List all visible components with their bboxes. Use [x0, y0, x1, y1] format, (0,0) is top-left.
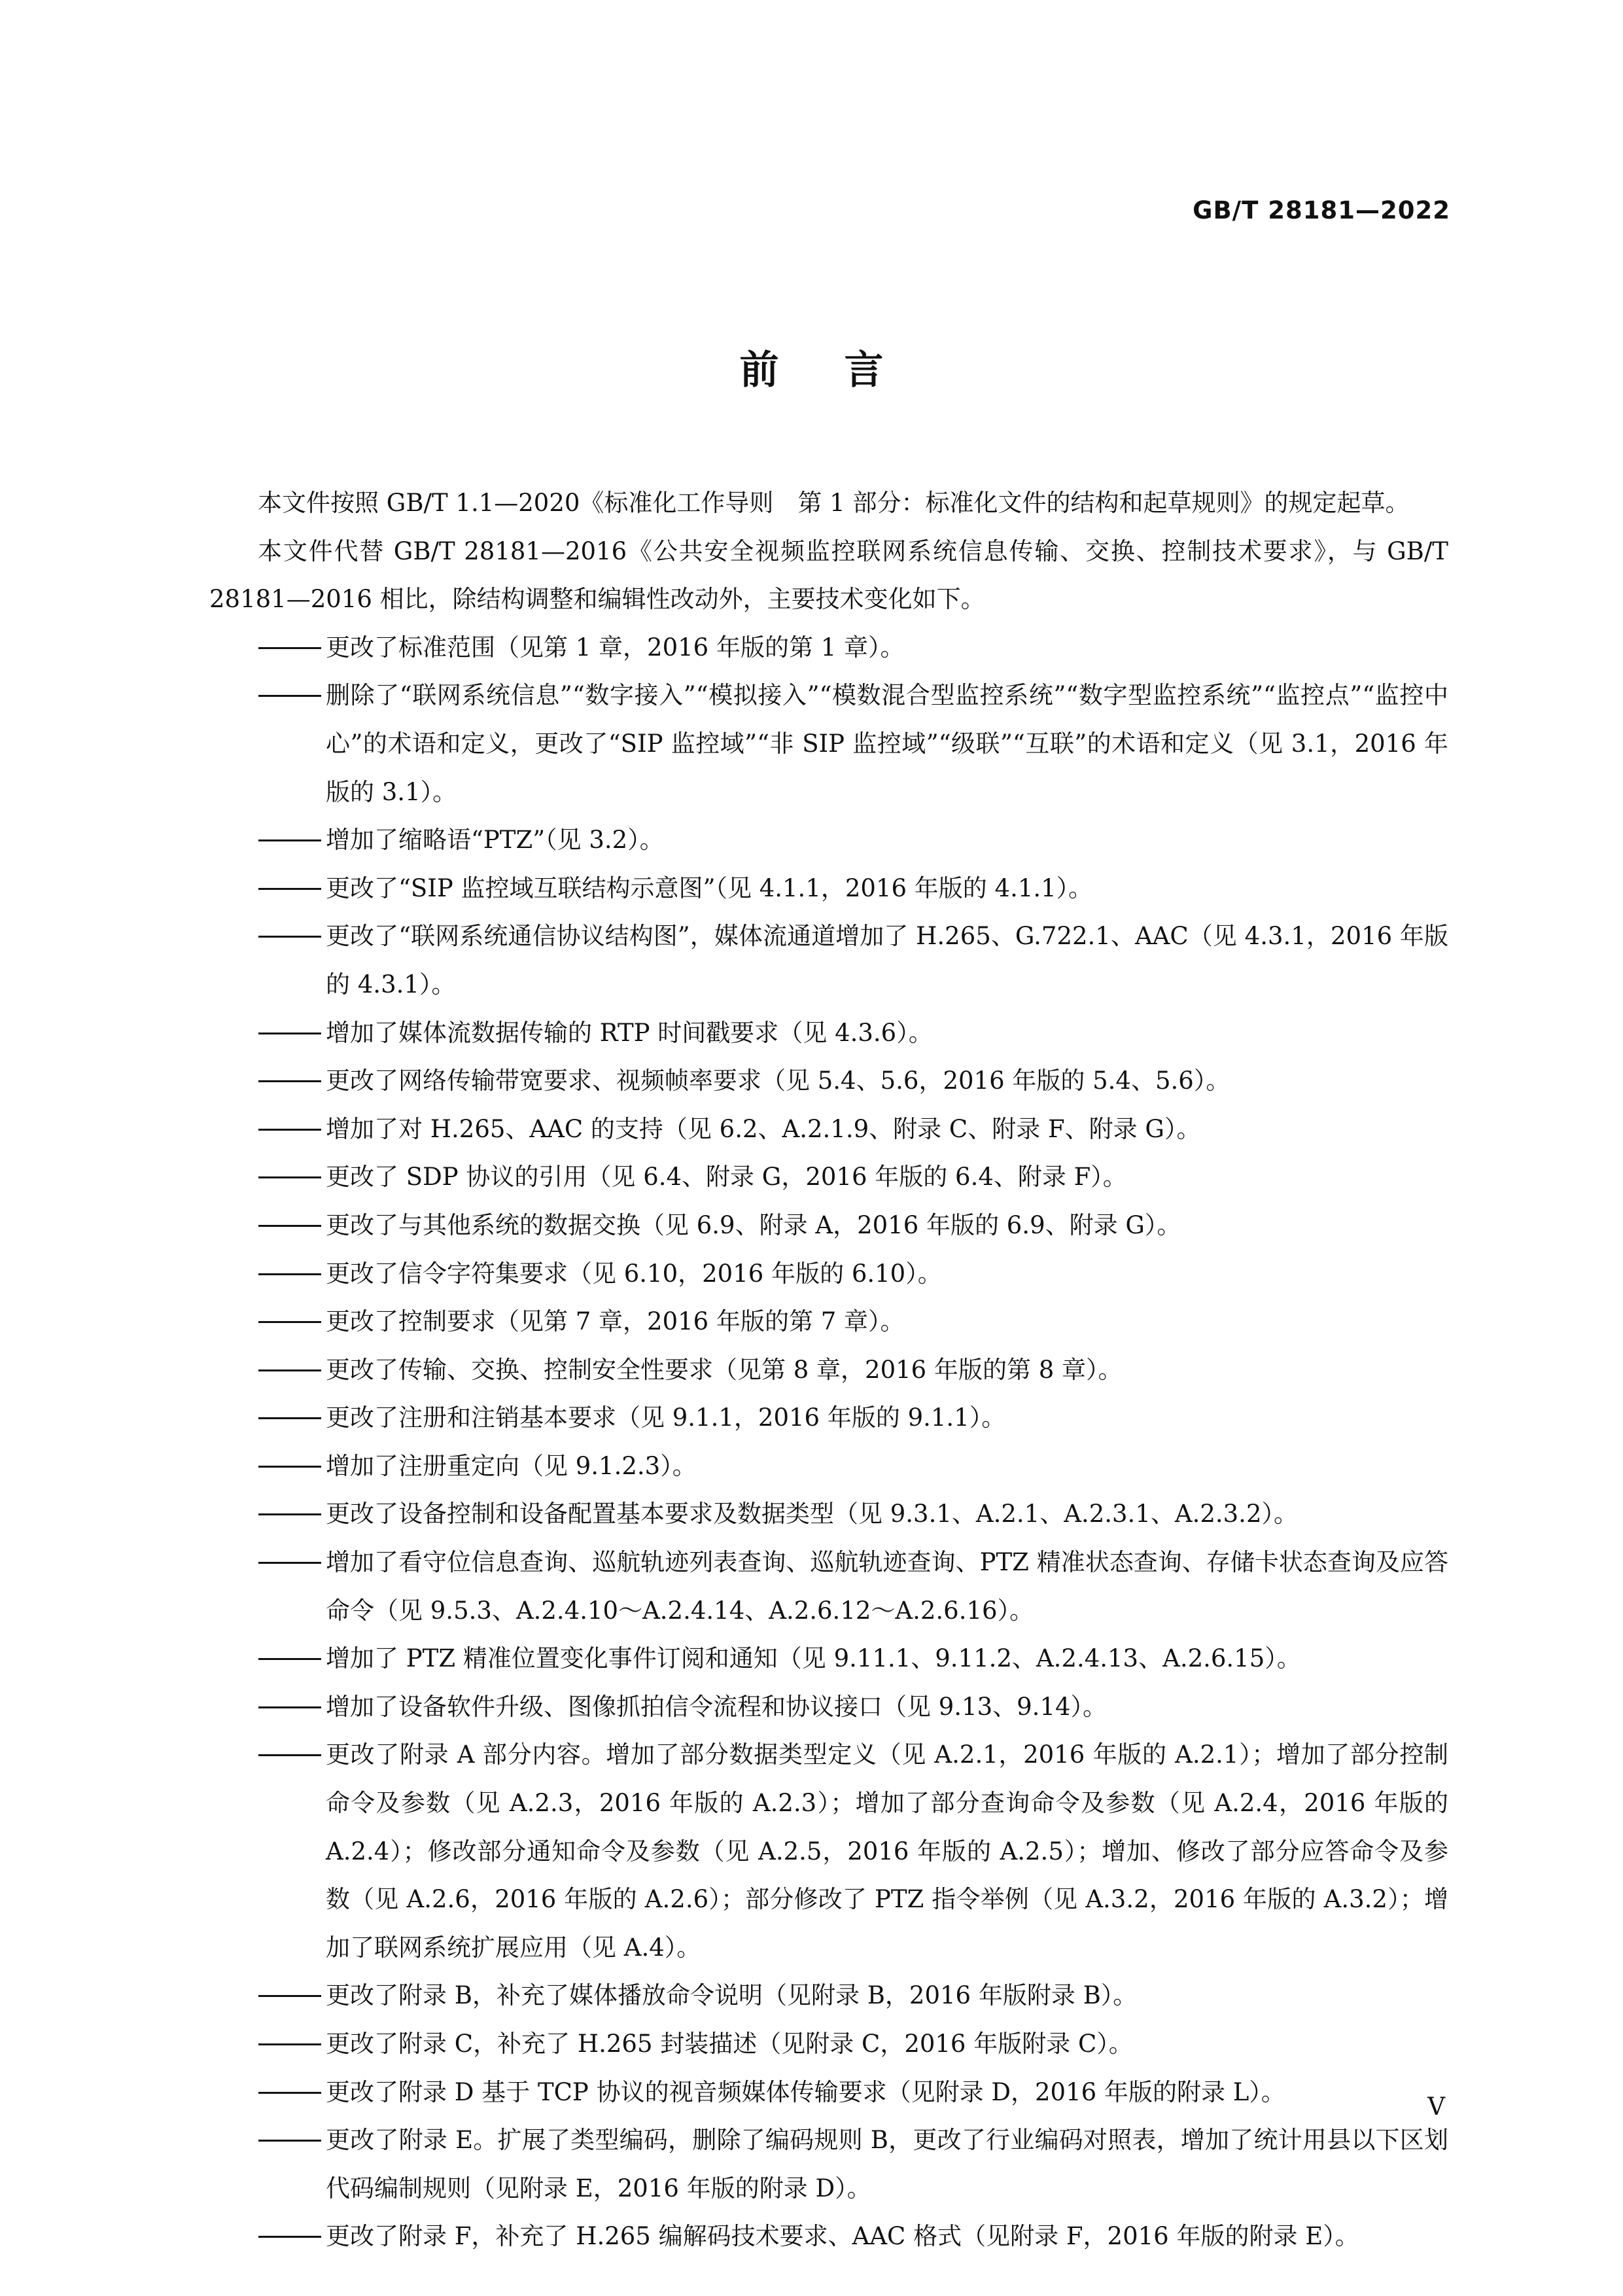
- change-item: [209, 1634, 1448, 1683]
- change-item-text: 更改了与其他系统的数据交换（见 6.9、附录 A，2016 年版的 6.9、附录 G）。: [326, 1210, 1181, 1239]
- change-item-text: 更改了控制要求（见第 7 章，2016 年版的第 7 章）。: [326, 1307, 905, 1336]
- change-item: [209, 2068, 1448, 2117]
- em-dash-marker: [258, 1273, 321, 1275]
- intro-paragraph: 本文件按照 GB/T 1.1—2020《标准化工作导则 第 1 部分：标准化文件的结构和起草规则》的规定起草。: [258, 489, 1410, 517]
- change-item-text: 更改了设备控制和设备配置基本要求及数据类型（见 9.3.1、A.2.1、A.2.3.1、A.2.3.2）。: [326, 1500, 1298, 1528]
- change-item-text: 更改了附录 A 部分内容。增加了部分数据类型定义（见 A.2.1，2016 年版的 A.2.1）；增加了部分控制命令及参数（见 A.2.3，2016 年版的 A.2.3）；增加了部分查询命令及参数（见 A.2.4，2016 年版的 A.2.4）；修改部分通知命令及参数（见 A.2.5，2016 年版的 A.2.5）；增加、修改了部分应答命令及参数（见 A.2.6，2016 年版的 A.2.6）；部分修改了 PTZ 指令举例（见 A.3.2，2016 年版的 A.3.2）；增加了联网系统扩展应用（见 A.4）。: [326, 1740, 1448, 1962]
- change-item-text: 更改了标准范围（见第 1 章，2016 年版的第 1 章）。: [326, 633, 905, 662]
- em-dash-marker: [258, 1417, 321, 1419]
- change-item-text: 更改了 SDP 协议的引用（见 6.4、附录 G，2016 年版的 6.4、附录 F）。: [326, 1163, 1127, 1192]
- change-item: [209, 1298, 1448, 1346]
- change-item: [209, 1490, 1448, 1538]
- em-dash-marker: [258, 1754, 321, 1756]
- change-item: [209, 1346, 1448, 1394]
- em-dash-marker: [258, 1033, 321, 1034]
- em-dash-marker: [258, 1225, 321, 1227]
- change-item: [209, 1057, 1448, 1105]
- foreword-body: [209, 479, 1448, 2261]
- change-item-text: 增加了注册重定向（见 9.1.2.3）。: [326, 1451, 697, 1480]
- change-item-text: 增加了看守位信息查询、巡航轨迹列表查询、巡航轨迹查询、PTZ 精准状态查询、存储卡状态查询及应答命令（见 9.5.3、A.2.4.10～A.2.4.14、A.2.6.12～A.2.6.16）。: [326, 1548, 1448, 1625]
- change-item: [209, 1683, 1448, 1731]
- change-item-text: 更改了网络传输带宽要求、视频帧率要求（见 5.4、5.6，2016 年版的 5.4、5.6）。: [326, 1067, 1230, 1095]
- title-char-1: 前: [739, 347, 779, 393]
- change-item: [209, 1250, 1448, 1298]
- change-item-text: 更改了附录 B，补充了媒体播放命令说明（见附录 B，2016 年版附录 B）。: [326, 1981, 1138, 2010]
- change-item-text: 增加了 PTZ 精准位置变化事件订阅和通知（见 9.11.1、9.11.2、A.2.4.13、A.2.6.15）。: [326, 1644, 1301, 1673]
- em-dash-marker: [258, 1080, 321, 1082]
- change-item: [209, 1153, 1448, 1201]
- page-number: V: [1427, 2093, 1445, 2121]
- em-dash-marker: [258, 2043, 321, 2045]
- em-dash-marker: [258, 1176, 321, 1178]
- em-dash-marker: [258, 936, 321, 938]
- title-char-2: 言: [844, 347, 884, 393]
- em-dash-marker: [258, 1513, 321, 1515]
- change-item: [209, 1009, 1448, 1057]
- change-item-text: 增加了缩略语“PTZ”（见 3.2）。: [326, 826, 664, 855]
- em-dash-marker: [258, 2236, 321, 2238]
- change-item: [209, 2116, 1448, 2212]
- change-item: [209, 671, 1448, 816]
- change-item: [209, 864, 1448, 913]
- change-item: [209, 2020, 1448, 2068]
- change-item-text: 删除了“联网系统信息”“数字接入”“模拟接入”“模数混合型监控系统”“数字型监控系统”“监控点”“监控中心”的术语和定义，更改了“SIP 监控域”“非 SIP 监控域”“级联”“互联”的术语和定义（见 3.1，2016 年版的 3.1）。: [326, 681, 1448, 806]
- change-item-text: 更改了信令字符集要求（见 6.10，2016 年版的 6.10）。: [326, 1259, 942, 1288]
- em-dash-marker: [258, 888, 321, 890]
- intro-paragraph: 本文件代替 GB/T 28181—2016《公共安全视频监控联网系统信息传输、交换、控制技术要求》，与 GB/T 28181—2016 相比，除结构调整和编辑性改动外，主要技术变化如下。: [209, 537, 1448, 614]
- change-item-text: 增加了媒体流数据传输的 RTP 时间戳要求（见 4.3.6）。: [326, 1018, 933, 1047]
- standard-code: GB/T 28181—2022: [1193, 196, 1450, 224]
- change-item-text: 更改了“SIP 监控域互联结构示意图”（见 4.1.1，2016 年版的 4.1.1）。: [326, 874, 1093, 902]
- em-dash-marker: [258, 647, 321, 649]
- change-item: [209, 816, 1448, 864]
- em-dash-marker: [258, 1321, 321, 1323]
- change-item-text: 更改了附录 D 基于 TCP 协议的视音频媒体传输要求（见附录 D，2016 年版的附录 L）。: [326, 2077, 1285, 2106]
- change-item-text: 更改了附录 C，补充了 H.265 封装描述（见附录 C，2016 年版附录 C）。: [326, 2030, 1133, 2058]
- change-item-text: 更改了传输、交换、控制安全性要求（见第 8 章，2016 年版的第 8 章）。: [326, 1355, 1123, 1384]
- em-dash-marker: [258, 1129, 321, 1131]
- change-item-text: 更改了“联网系统通信协议结构图”，媒体流通道增加了 H.265、G.722.1、AAC（见 4.3.1，2016 年版的 4.3.1）。: [326, 922, 1448, 998]
- page-title: [0, 339, 1623, 395]
- change-item-text: 更改了注册和注销基本要求（见 9.1.1，2016 年版的 9.1.1）。: [326, 1404, 1006, 1432]
- change-item: [209, 1538, 1448, 1634]
- change-item-text: 更改了附录 F，补充了 H.265 编解码技术要求、AAC 格式（见附录 F，2016 年版的附录 E）。: [326, 2222, 1359, 2251]
- em-dash-marker: [258, 1562, 321, 1564]
- change-item-text: 更改了附录 E。扩展了类型编码，删除了编码规则 B，更改了行业编码对照表，增加了统计用县以下区划代码编制规则（见附录 E，2016 年版的附录 D）。: [326, 2126, 1448, 2202]
- em-dash-marker: [258, 839, 321, 841]
- change-list: [209, 624, 1448, 2261]
- em-dash-marker: [258, 1706, 321, 1708]
- em-dash-marker: [258, 1995, 321, 1997]
- em-dash-marker: [258, 1658, 321, 1660]
- em-dash-marker: [258, 2092, 321, 2094]
- change-item: [209, 1105, 1448, 1154]
- em-dash-marker: [258, 1466, 321, 1468]
- change-item: [209, 2212, 1448, 2261]
- change-item-text: 增加了对 H.265、AAC 的支持（见 6.2、A.2.1.9、附录 C、附录 F、附录 G）。: [326, 1114, 1201, 1143]
- change-item: [209, 1971, 1448, 2020]
- change-item: [209, 1442, 1448, 1491]
- em-dash-marker: [258, 1369, 321, 1371]
- change-item: [209, 1731, 1448, 1971]
- change-item: [209, 1201, 1448, 1250]
- change-item: [209, 912, 1448, 1008]
- em-dash-marker: [258, 2140, 321, 2142]
- em-dash-marker: [258, 695, 321, 697]
- change-item-text: 增加了设备软件升级、图像抓拍信令流程和协议接口（见 9.13、9.14）。: [326, 1692, 1108, 1721]
- change-item: [209, 624, 1448, 672]
- change-item: [209, 1394, 1448, 1442]
